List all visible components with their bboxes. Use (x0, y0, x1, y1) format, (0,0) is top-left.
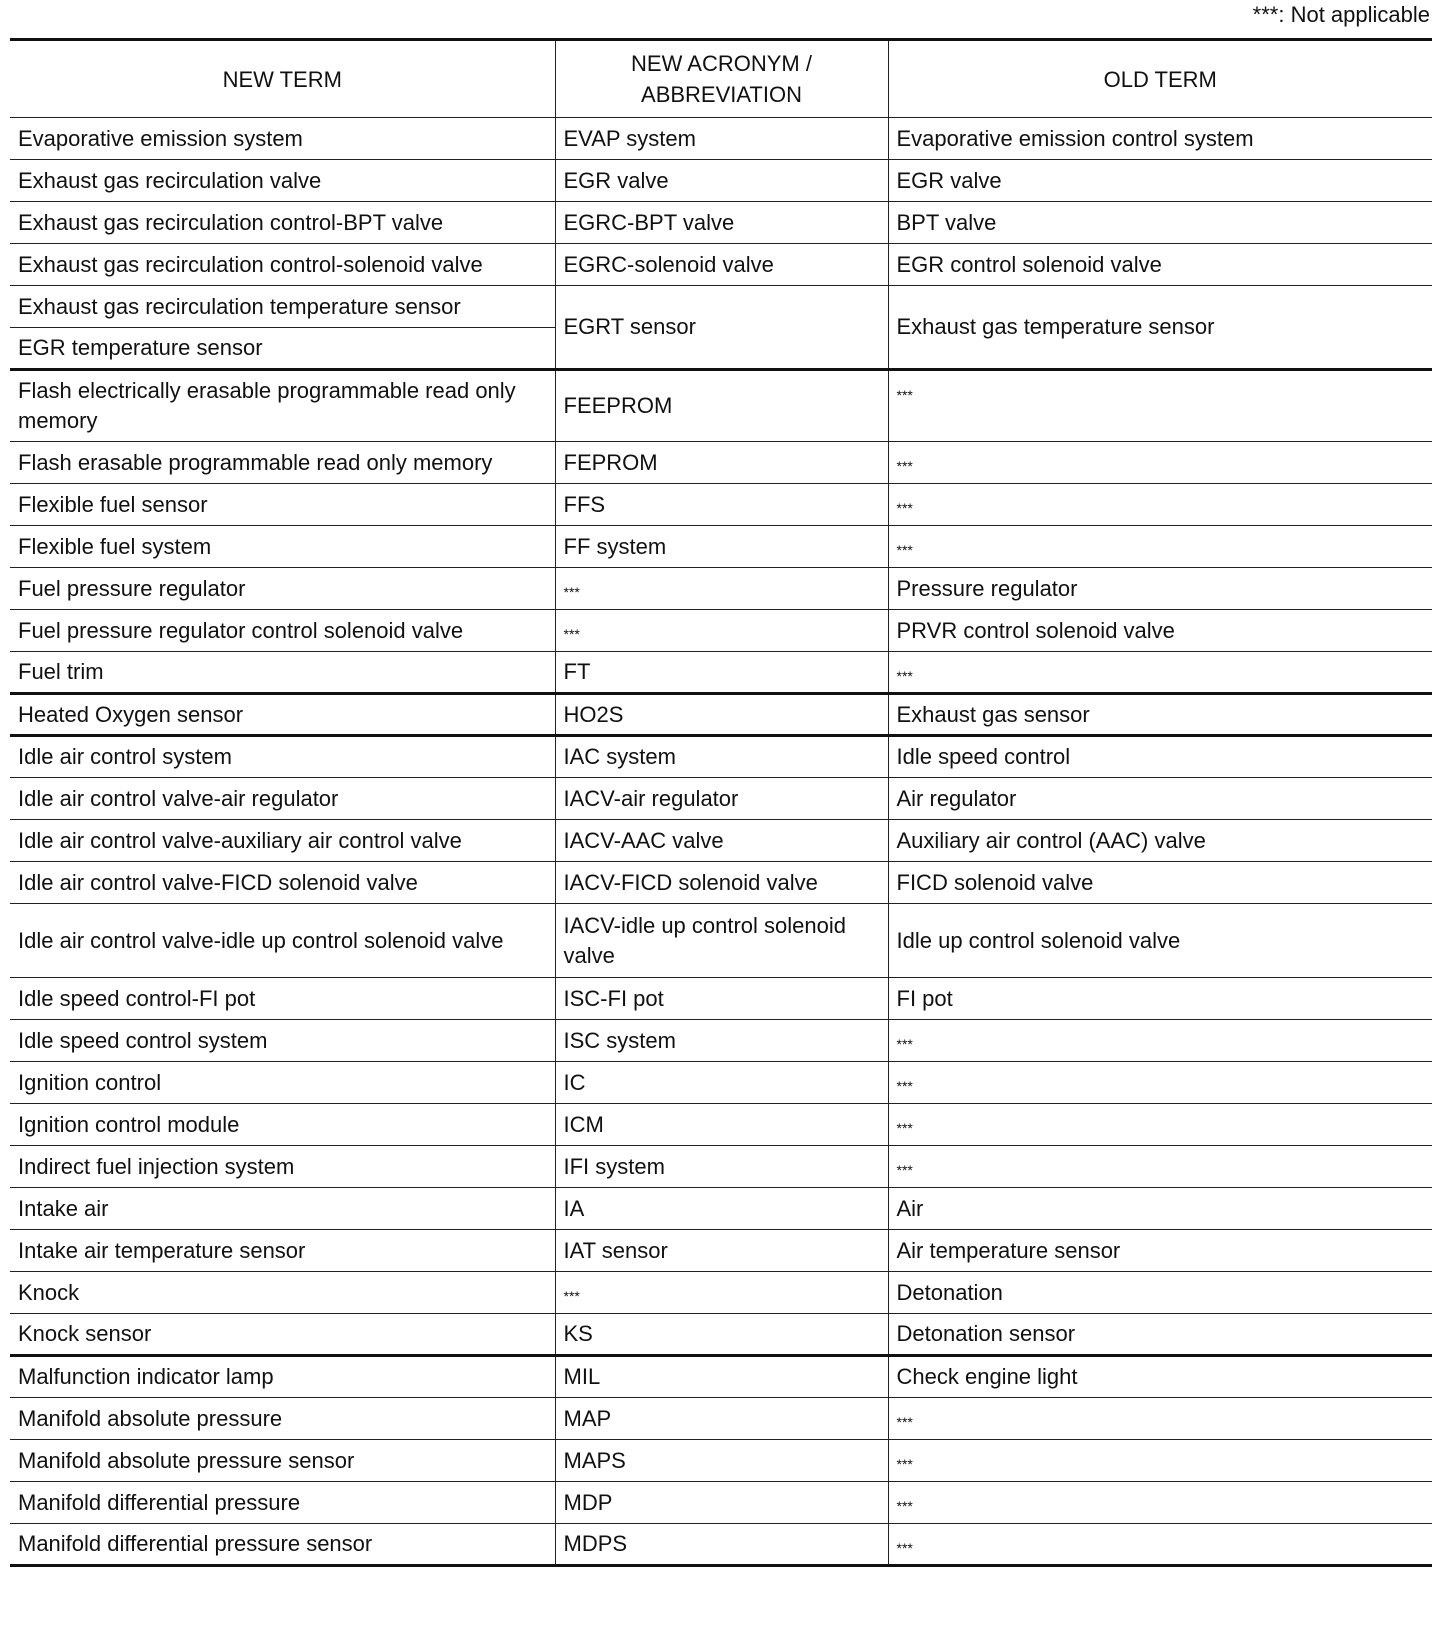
acronym-cell: IACV-FICD solenoid valve (555, 862, 888, 904)
table-row (10, 244, 1432, 286)
table-row (10, 1398, 1432, 1440)
old-term-cell: Air temperature sensor (888, 1230, 1432, 1272)
header-new-acronym-line2: ABBREVIATION (641, 82, 802, 107)
table-header-row (10, 40, 1432, 118)
old-term-cell: *** (888, 484, 1432, 526)
table-row (10, 1440, 1432, 1482)
old-term-cell: *** (888, 1398, 1432, 1440)
new-term-cell: Fuel trim (10, 652, 555, 694)
acronym-cell: IACV-AAC valve (555, 820, 888, 862)
table-row (10, 370, 1432, 442)
new-term-cell: Idle air control valve-auxiliary air control valve (10, 820, 555, 862)
old-term-cell: Exhaust gas sensor (888, 694, 1432, 736)
table-row (10, 160, 1432, 202)
old-term-cell: *** (888, 1482, 1432, 1524)
new-term-cell: Manifold differential pressure sensor (10, 1524, 555, 1566)
old-term-cell: Check engine light (888, 1356, 1432, 1398)
acronym-cell: EVAP system (555, 118, 888, 160)
acronym-cell: IFI system (555, 1146, 888, 1188)
old-term-cell: Air (888, 1188, 1432, 1230)
header-new-acronym-line1: NEW ACRONYM / (631, 51, 812, 76)
new-term-cell: Fuel pressure regulator (10, 568, 555, 610)
acronym-cell: MAP (555, 1398, 888, 1440)
table-row (10, 904, 1432, 978)
acronym-cell: ICM (555, 1104, 888, 1146)
old-term-cell: *** (888, 1020, 1432, 1062)
table-row (10, 820, 1432, 862)
new-term-cell: Idle air control valve-idle up control solenoid valve (10, 904, 555, 978)
acronym-cell: FF system (555, 526, 888, 568)
new-term-cell: Exhaust gas recirculation valve (10, 160, 555, 202)
table-row (10, 286, 1432, 328)
table-row (10, 484, 1432, 526)
new-term-cell: Indirect fuel injection system (10, 1146, 555, 1188)
table-row (10, 442, 1432, 484)
acronym-cell: FT (555, 652, 888, 694)
table-row (10, 1314, 1432, 1356)
new-term-cell: Knock (10, 1272, 555, 1314)
acronym-cell: MAPS (555, 1440, 888, 1482)
new-term-cell: Flexible fuel system (10, 526, 555, 568)
acronym-cell: EGRC-solenoid valve (555, 244, 888, 286)
old-term-cell: *** (888, 1146, 1432, 1188)
table-row (10, 1524, 1432, 1566)
table-row (10, 1062, 1432, 1104)
old-term-cell: *** (888, 526, 1432, 568)
new-term-cell: Idle speed control system (10, 1020, 555, 1062)
table-row (10, 1230, 1432, 1272)
old-term-cell: PRVR control solenoid valve (888, 610, 1432, 652)
acronym-cell: IAC system (555, 736, 888, 778)
acronym-cell: IAT sensor (555, 1230, 888, 1272)
table-row (10, 526, 1432, 568)
acronym-cell: IC (555, 1062, 888, 1104)
new-term-cell: Idle air control valve-air regulator (10, 778, 555, 820)
acronym-cell: ISC system (555, 1020, 888, 1062)
new-term-cell: Evaporative emission system (10, 118, 555, 160)
new-term-cell: Heated Oxygen sensor (10, 694, 555, 736)
new-term-cell: Flash erasable programmable read only memory (10, 442, 555, 484)
acronym-cell: HO2S (555, 694, 888, 736)
new-term-cell: Manifold differential pressure (10, 1482, 555, 1524)
acronym-cell: FEEPROM (555, 370, 888, 442)
new-term-cell: Manifold absolute pressure (10, 1398, 555, 1440)
new-term-cell: Ignition control (10, 1062, 555, 1104)
new-term-cell: Intake air temperature sensor (10, 1230, 555, 1272)
old-term-cell: Detonation (888, 1272, 1432, 1314)
acronym-cell: *** (555, 610, 888, 652)
table-row (10, 1020, 1432, 1062)
table-row (10, 610, 1432, 652)
table-row (10, 862, 1432, 904)
acronym-cell: EGR valve (555, 160, 888, 202)
table-row (10, 1356, 1432, 1398)
acronym-cell: EGRC-BPT valve (555, 202, 888, 244)
new-term-cell: Intake air (10, 1188, 555, 1230)
header-old-term: OLD TERM (888, 40, 1432, 118)
acronym-cell: FEPROM (555, 442, 888, 484)
new-term-cell: Flash electrically erasable programmable read only memory (10, 370, 555, 442)
old-term-cell: *** (888, 442, 1432, 484)
table-row (10, 736, 1432, 778)
old-term-cell: *** (888, 1524, 1432, 1566)
header-new-term: NEW TERM (10, 40, 555, 118)
old-term-cell: *** (888, 652, 1432, 694)
acronym-cell: *** (555, 568, 888, 610)
new-term-cell: Idle air control system (10, 736, 555, 778)
new-term-cell: Knock sensor (10, 1314, 555, 1356)
table-row (10, 1104, 1432, 1146)
table-row (10, 694, 1432, 736)
acronym-cell: IACV-idle up control solenoid valve (555, 904, 888, 978)
header-new-acronym (555, 40, 888, 118)
table-row (10, 1146, 1432, 1188)
table-row (10, 202, 1432, 244)
old-term-cell: FI pot (888, 978, 1432, 1020)
old-term-cell: Detonation sensor (888, 1314, 1432, 1356)
acronym-cell: *** (555, 1272, 888, 1314)
old-term-cell: EGR control solenoid valve (888, 244, 1432, 286)
old-term-cell: Auxiliary air control (AAC) valve (888, 820, 1432, 862)
old-term-cell: *** (888, 1440, 1432, 1482)
acronym-cell: KS (555, 1314, 888, 1356)
new-term-cell: Exhaust gas recirculation temperature sensor (10, 286, 555, 328)
acronym-cell: ISC-FI pot (555, 978, 888, 1020)
old-term-cell: *** (888, 1104, 1432, 1146)
new-term-cell: Flexible fuel sensor (10, 484, 555, 526)
table-row (10, 978, 1432, 1020)
new-term-cell: Fuel pressure regulator control solenoid valve (10, 610, 555, 652)
old-term-cell: *** (888, 370, 1432, 442)
new-term-cell: Malfunction indicator lamp (10, 1356, 555, 1398)
new-term-alt-cell: EGR temperature sensor (10, 328, 555, 370)
new-term-cell: Manifold absolute pressure sensor (10, 1440, 555, 1482)
new-term-cell: Exhaust gas recirculation control-BPT valve (10, 202, 555, 244)
acronym-cell: MDP (555, 1482, 888, 1524)
not-applicable-note: ***: Not applicable (1252, 2, 1430, 27)
acronym-cell: IACV-air regulator (555, 778, 888, 820)
table-body (10, 118, 1432, 1566)
old-term-cell: BPT valve (888, 202, 1432, 244)
old-term-cell: FICD solenoid valve (888, 862, 1432, 904)
new-term-cell: Ignition control module (10, 1104, 555, 1146)
new-term-cell: Idle speed control-FI pot (10, 978, 555, 1020)
old-term-cell: Exhaust gas temperature sensor (888, 286, 1432, 370)
acronym-cell: FFS (555, 484, 888, 526)
old-term-cell: Evaporative emission control system (888, 118, 1432, 160)
old-term-cell: Idle speed control (888, 736, 1432, 778)
table-row (10, 1482, 1432, 1524)
old-term-cell: *** (888, 1062, 1432, 1104)
new-term-cell: Idle air control valve-FICD solenoid valve (10, 862, 555, 904)
old-term-cell: Air regulator (888, 778, 1432, 820)
old-term-cell: Pressure regulator (888, 568, 1432, 610)
acronym-cell: MDPS (555, 1524, 888, 1566)
table-row (10, 568, 1432, 610)
table-row (10, 118, 1432, 160)
old-term-cell: EGR valve (888, 160, 1432, 202)
new-term-cell: Exhaust gas recirculation control-solenoid valve (10, 244, 555, 286)
terminology-table (10, 38, 1432, 1567)
acronym-cell: MIL (555, 1356, 888, 1398)
acronym-cell: EGRT sensor (555, 286, 888, 370)
acronym-cell: IA (555, 1188, 888, 1230)
table-row (10, 778, 1432, 820)
table-row (10, 652, 1432, 694)
table-row (10, 1272, 1432, 1314)
table-row (10, 1188, 1432, 1230)
old-term-cell: Idle up control solenoid valve (888, 904, 1432, 978)
